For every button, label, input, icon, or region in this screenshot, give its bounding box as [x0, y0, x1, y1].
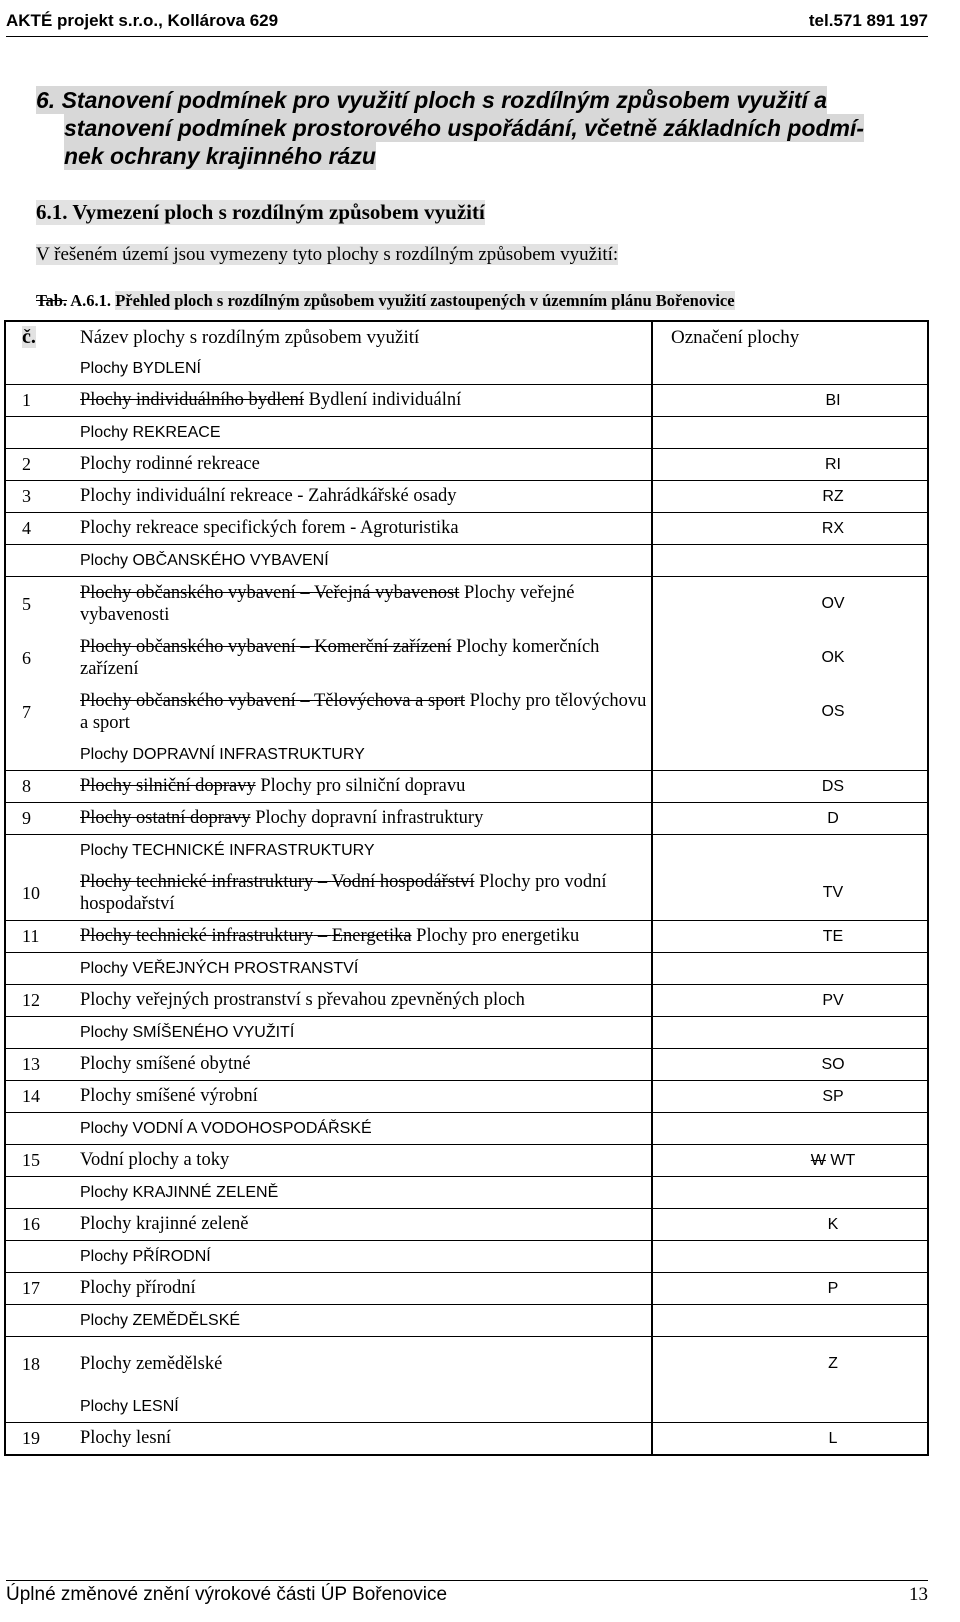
page-number: 13	[909, 1584, 928, 1605]
category-row: Plochy OBČANSKÉHO VYBAVENÍ	[5, 545, 928, 577]
table-row: 3 Plochy individuální rekreace - Zahrádkářské osady RZ	[5, 481, 928, 513]
table-row: 7 Plochy občanského vybavení – Tělovýchova a sport Plochy pro tělovýchovu a sport OS	[5, 685, 928, 739]
category-row: Plochy REKREACE	[5, 417, 928, 449]
category-row: Plochy VEŘEJNÝCH PROSTRANSTVÍ	[5, 953, 928, 985]
chapter-title-line-1: 6. Stanovení podmínek pro využití ploch s rozdílným způsobem využití a	[36, 87, 828, 113]
page-footer	[6, 1580, 928, 1609]
header-num: č.	[22, 326, 36, 348]
category-row: Plochy ZEMĚDĚLSKÉ	[5, 1305, 928, 1337]
table-row: 17 Plochy přírodní P	[5, 1273, 928, 1305]
table-row: 19 Plochy lesní L	[5, 1423, 928, 1456]
chapter-title-line-3: nek ochrany krajinného rázu	[64, 143, 376, 169]
table-row: 2 Plochy rodinné rekreace RI	[5, 449, 928, 481]
company-name: AKTÉ projekt s.r.o., Kollárova 629	[6, 11, 279, 30]
category-row: Plochy BYDLENÍ	[5, 353, 928, 385]
category-row: Plochy PŘÍRODNÍ	[5, 1241, 928, 1273]
chapter-title	[36, 86, 936, 170]
section-title: 6.1. Vymezení ploch s rozdílným způsobem využití	[36, 200, 485, 224]
chapter-title-line-2: stanovení podmínek prostorového uspořádání, včetně základních podmí-	[64, 115, 865, 141]
caption-prefix: A.6.1.	[70, 291, 112, 310]
company-phone: tel.571 891 197	[808, 11, 928, 30]
table-row: 13 Plochy smíšené obytné SO	[5, 1049, 928, 1081]
category-row: Plochy VODNÍ A VODOHOSPODÁŘSKÉ	[5, 1113, 928, 1145]
table-header-row	[5, 321, 928, 353]
table-row: 5 Plochy občanského vybavení – Veřejná vybavenost Plochy veřejné vybavenosti OV	[5, 577, 928, 632]
table-row: 11 Plochy technické infrastruktury – Energetika Plochy pro energetiku TE	[5, 921, 928, 953]
page-header	[6, 6, 928, 37]
table-caption	[36, 291, 735, 311]
category-row: Plochy SMÍŠENÉHO VYUŽITÍ	[5, 1017, 928, 1049]
category-row: Plochy KRAJINNÉ ZELENĚ	[5, 1177, 928, 1209]
header-name: Název plochy s rozdílným způsobem využití	[80, 326, 420, 348]
category-row: Plochy LESNÍ	[5, 1391, 928, 1423]
table-row: 12 Plochy veřejných prostranství s převahou zpevněných ploch PV	[5, 985, 928, 1017]
footer-title: Úplné změnové znění výrokové části ÚP Bořenovice	[6, 1584, 448, 1605]
table-row: 1 Plochy individuálního bydlení Bydlení individuální BI	[5, 385, 928, 417]
category-row: Plochy DOPRAVNÍ INFRASTRUKTURY	[5, 739, 928, 771]
caption-struck: Tab.	[36, 291, 68, 310]
table-row: 14 Plochy smíšené výrobní SP	[5, 1081, 928, 1113]
caption-text: Přehled ploch s rozdílným způsobem využití zastoupených v územním plánu Bořenovice	[115, 291, 735, 310]
table-row: 8 Plochy silniční dopravy Plochy pro silniční dopravu DS	[5, 771, 928, 803]
intro-text: V řešeném území jsou vymezeny tyto plochy s rozdílným způsobem využití:	[36, 244, 619, 265]
table-row: 15 Vodní plochy a toky W WT	[5, 1145, 928, 1177]
table-row: 10 Plochy technické infrastruktury – Vodní hospodářství Plochy pro vodní hospodařství TV	[5, 866, 928, 921]
table-row: 18 Plochy zemědělské Z	[5, 1337, 928, 1392]
land-use-table	[4, 320, 929, 1456]
table-row: 9 Plochy ostatní dopravy Plochy dopravní infrastruktury D	[5, 803, 928, 835]
table-row: 4 Plochy rekreace specifických forem - Agroturistika RX	[5, 513, 928, 545]
table-row: 16 Plochy krajinné zeleně K	[5, 1209, 928, 1241]
header-code: Označení plochy	[652, 321, 928, 353]
table-row: 6 Plochy občanského vybavení – Komerční zařízení Plochy komerčních zařízení OK	[5, 631, 928, 685]
category-row: Plochy TECHNICKÉ INFRASTRUKTURY	[5, 835, 928, 867]
